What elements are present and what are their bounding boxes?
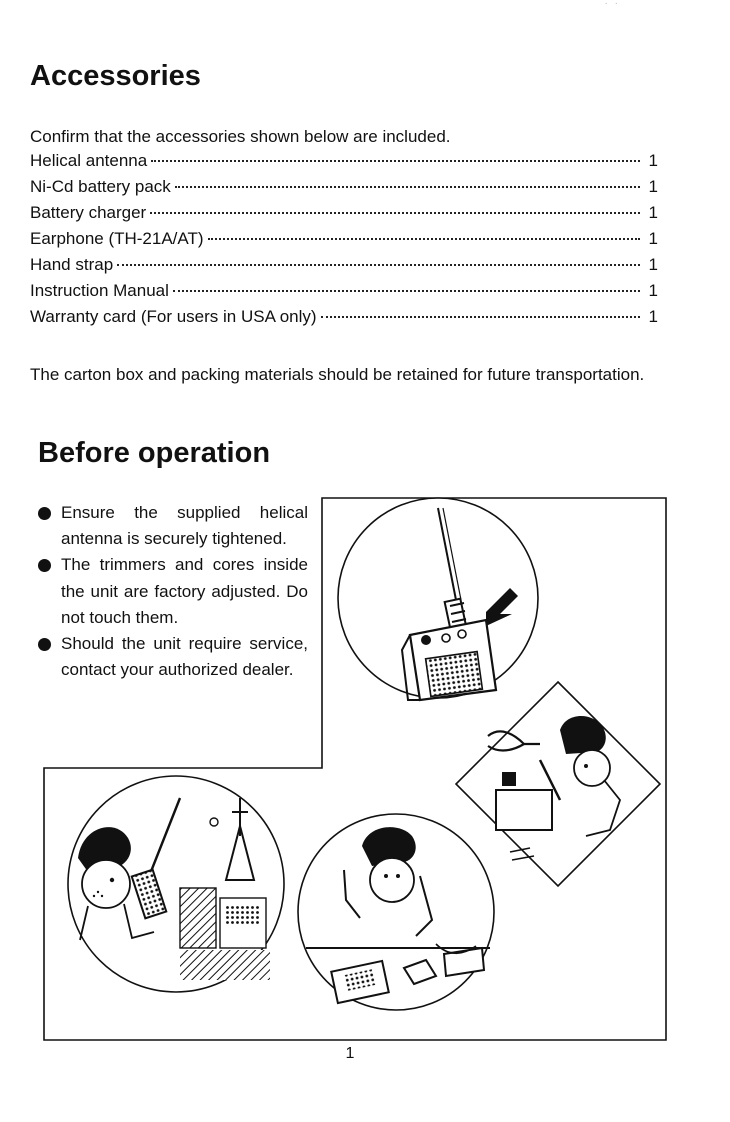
item-qty: 1 — [648, 255, 658, 274]
item-qty: 1 — [648, 307, 658, 326]
radio-antenna-illustration — [338, 498, 538, 700]
boy-phone-illustration — [298, 814, 494, 1010]
bullet-text: Should the unit require service, contact your authorized dealer. — [61, 634, 308, 680]
page-number: 1 — [345, 1045, 355, 1062]
technician-illustration — [456, 682, 660, 886]
item-qty: 1 — [648, 281, 658, 300]
accessories-heading: Accessories — [30, 60, 201, 92]
before-operation-heading: Before operation — [38, 437, 271, 469]
item-name: Instruction Manual — [30, 281, 169, 300]
item-name: Hand strap — [30, 255, 114, 274]
item-name: Helical antenna — [30, 151, 148, 170]
item-qty: 1 — [648, 177, 658, 196]
item-name: Earphone (TH-21A/AT) — [30, 229, 204, 248]
carton-note: The carton box and packing materials should be retained for future transportation. — [30, 365, 645, 384]
item-name: Ni-Cd battery pack — [30, 177, 171, 196]
boy-city-illustration — [68, 776, 284, 992]
item-qty: 1 — [648, 151, 658, 170]
item-qty: 1 — [648, 203, 658, 222]
accessories-intro: Confirm that the accessories shown below are included. — [30, 127, 451, 146]
item-name: Battery charger — [30, 203, 147, 222]
item-qty: 1 — [648, 229, 658, 248]
bullet-text: Ensure the supplied helical antenna is securely tightened. — [61, 503, 308, 549]
bullet-text: The trimmers and cores inside the unit are factory adjusted. Do not touch them. — [61, 555, 308, 627]
item-name: Warranty card (For users in USA only) — [30, 307, 317, 326]
scan-mark: · · — [604, 0, 620, 9]
